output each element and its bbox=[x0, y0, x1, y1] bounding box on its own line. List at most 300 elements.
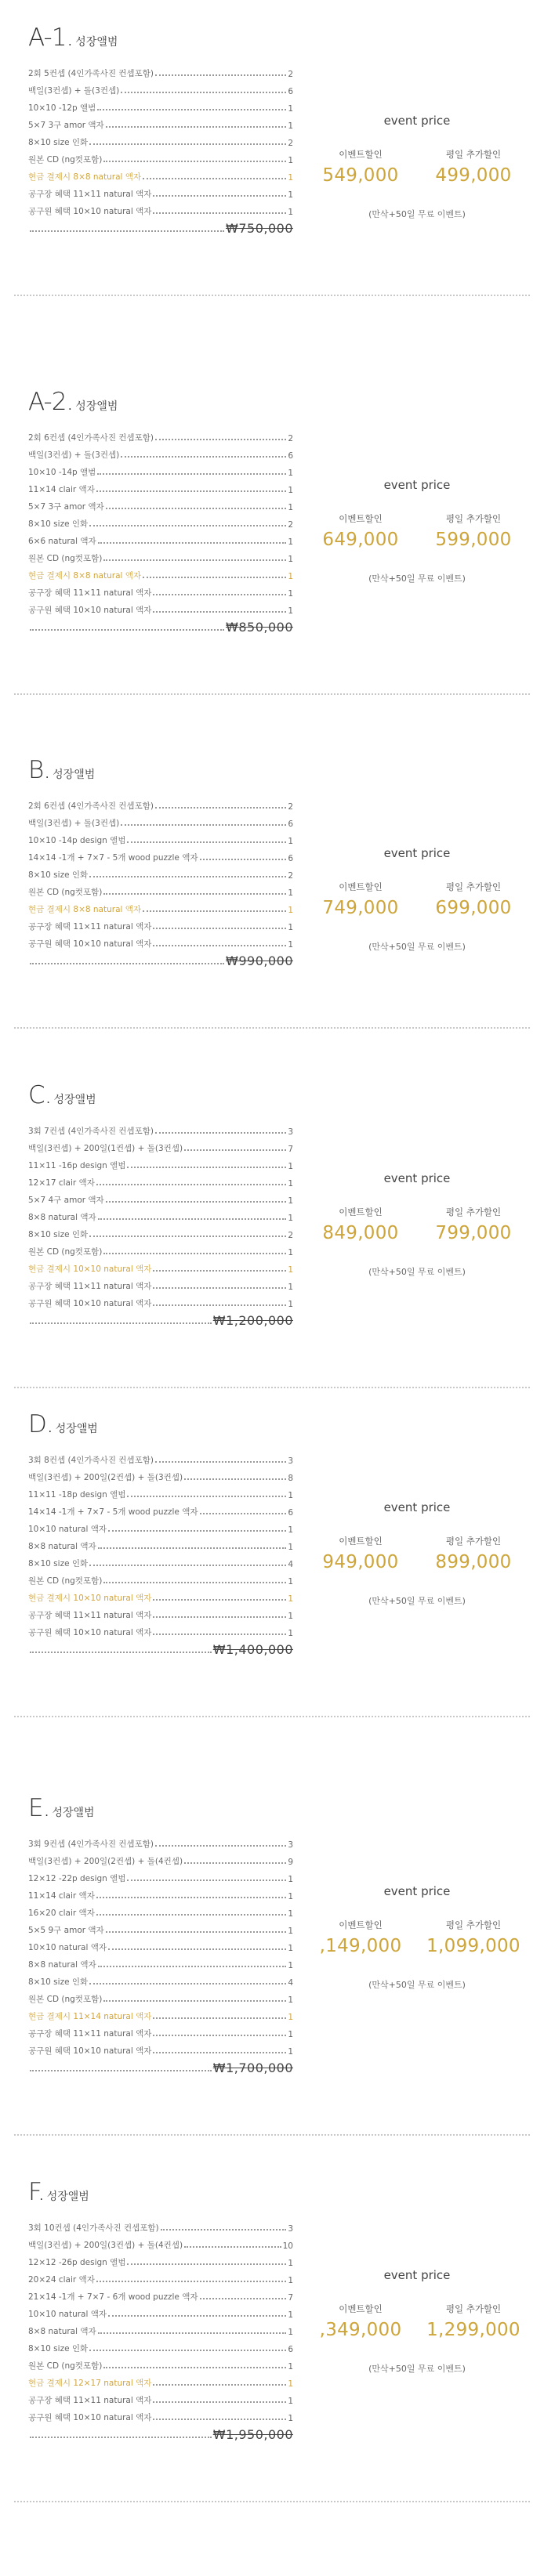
package-item bbox=[28, 1606, 293, 1623]
dotted-leader bbox=[96, 1914, 286, 1916]
package-item bbox=[28, 150, 293, 168]
discount-label: 이벤트할인 bbox=[339, 881, 383, 892]
item-label: 원본 CD (ng컷포함) bbox=[28, 1995, 103, 2004]
item-label: 12×12 -26p design 앨범 bbox=[28, 2258, 126, 2267]
item-quantity: 1 bbox=[288, 1491, 293, 1500]
item-quantity: 1 bbox=[288, 940, 293, 950]
item-quantity: 6 bbox=[288, 2345, 293, 2354]
package-item-list bbox=[28, 797, 293, 952]
item-label: 3회 7컨셉 (4인가족사진 컨셉포함) bbox=[28, 1127, 154, 1136]
dotted-leader bbox=[155, 1461, 286, 1463]
package-item bbox=[28, 2339, 293, 2357]
package-item bbox=[28, 463, 293, 480]
original-price-row bbox=[28, 219, 293, 237]
original-price: ₩1,950,000 bbox=[212, 2427, 293, 2442]
item-label: 공구장 혜택 11×11 natural 액자 bbox=[28, 190, 152, 199]
item-label: 2회 5컨셉 (4인가족사진 컨셉포함) bbox=[28, 69, 154, 78]
item-label: 5×7 4구 amor 액자 bbox=[28, 1196, 104, 1205]
item-label: 11×11 -16p design 앨범 bbox=[28, 1161, 126, 1170]
discount-price: ,149,000 bbox=[319, 1936, 402, 1956]
discount-column bbox=[314, 148, 408, 186]
package-item-list bbox=[28, 64, 293, 219]
dotted-leader bbox=[127, 1167, 286, 1168]
item-quantity: 6 bbox=[288, 451, 293, 461]
item-quantity: 1 bbox=[288, 1214, 293, 1223]
dotted-leader bbox=[30, 1652, 212, 1653]
item-label: 공구원 혜택 10×10 natural 액자 bbox=[28, 2413, 152, 2422]
package-item bbox=[28, 1503, 293, 1520]
item-quantity: 1 bbox=[288, 2259, 293, 2268]
item-label: 3회 10컨셉 (4인가족사진 컨셉포함) bbox=[28, 2223, 159, 2233]
item-quantity: 2 bbox=[288, 70, 293, 79]
item-label: 8×8 natural 액자 bbox=[28, 1213, 96, 1222]
item-quantity: 2 bbox=[288, 434, 293, 443]
item-quantity: 1 bbox=[288, 1909, 293, 1919]
dotted-leader bbox=[30, 963, 224, 964]
package-item bbox=[28, 2322, 293, 2339]
discount-column bbox=[314, 1535, 408, 1572]
dotted-leader bbox=[161, 2229, 287, 2230]
item-label: 백일(3컨셉) + 돌(3컨셉) bbox=[28, 819, 120, 828]
item-label: 11×14 clair 액자 bbox=[28, 485, 95, 494]
price-columns bbox=[314, 1535, 520, 1572]
cash-bonus-item bbox=[28, 1260, 293, 1277]
dotted-leader bbox=[155, 1845, 286, 1847]
item-quantity: 1 bbox=[288, 104, 293, 114]
item-label: 현금 결제시 11×14 natural 액자 bbox=[28, 2012, 152, 2021]
dotted-leader bbox=[96, 2281, 286, 2282]
dotted-leader bbox=[127, 841, 286, 843]
package-item bbox=[28, 81, 293, 99]
package-title bbox=[28, 1081, 96, 1113]
package-item bbox=[28, 1921, 293, 1938]
original-price-row bbox=[28, 618, 293, 635]
discount-price: 749,000 bbox=[322, 898, 399, 918]
item-quantity: 1 bbox=[288, 173, 293, 183]
package-item bbox=[28, 480, 293, 497]
dotted-leader bbox=[200, 1513, 287, 1514]
item-label: 5×5 9구 amor 액자 bbox=[28, 1926, 104, 1935]
dotted-leader bbox=[153, 195, 286, 197]
package-item-list bbox=[28, 2219, 293, 2426]
event-price-label: event price bbox=[383, 1884, 451, 1898]
package-letter: A-1. bbox=[28, 24, 74, 52]
weekday-price: 799,000 bbox=[435, 1223, 512, 1243]
dotted-leader bbox=[96, 1184, 286, 1185]
package-item-list bbox=[28, 429, 293, 618]
event-note: (만삭+50일 무료 이벤트) bbox=[368, 1980, 466, 1990]
item-quantity: 1 bbox=[288, 606, 293, 616]
package-item bbox=[28, 1485, 293, 1503]
item-quantity: 1 bbox=[288, 503, 293, 512]
package-item bbox=[28, 2288, 293, 2305]
package-item bbox=[28, 601, 293, 618]
discount-label: 이벤트할인 bbox=[339, 1207, 383, 1217]
package-item bbox=[28, 1208, 293, 1225]
original-price: ₩990,000 bbox=[226, 953, 293, 968]
package-item bbox=[28, 429, 293, 446]
package-letter: F. bbox=[28, 2178, 45, 2206]
dotted-leader bbox=[200, 859, 287, 860]
dotted-leader bbox=[127, 1496, 286, 1497]
package-letter: B. bbox=[28, 756, 51, 784]
item-quantity: 1 bbox=[288, 486, 293, 495]
package-item bbox=[28, 917, 293, 935]
dotted-leader bbox=[103, 2367, 286, 2368]
dotted-leader bbox=[30, 1322, 212, 1324]
package-item bbox=[28, 584, 293, 601]
item-label: 8×10 size 인화 bbox=[28, 519, 89, 529]
package-item bbox=[28, 2408, 293, 2426]
item-label: 공구원 혜택 10×10 natural 액자 bbox=[28, 1299, 152, 1308]
dotted-leader bbox=[155, 1132, 286, 1134]
dotted-leader bbox=[153, 2035, 286, 2036]
dotted-leader bbox=[89, 876, 286, 877]
weekday-label: 평일 추가할인 bbox=[445, 1919, 502, 1930]
item-label: 11×14 clair 액자 bbox=[28, 1891, 95, 1901]
item-quantity: 6 bbox=[288, 1508, 293, 1518]
item-label: 8×10 size 인화 bbox=[28, 1559, 89, 1568]
item-label: 14×14 -1개 + 7×7 - 5개 wood puzzle 액자 bbox=[28, 853, 198, 863]
item-label: 원본 CD (ng컷포함) bbox=[28, 2361, 103, 2371]
cash-bonus-item bbox=[28, 566, 293, 584]
item-label: 6×6 natural 액자 bbox=[28, 537, 96, 546]
item-label: 원본 CD (ng컷포함) bbox=[28, 888, 103, 897]
weekday-label: 평일 추가할인 bbox=[445, 1207, 502, 1217]
dotted-leader bbox=[103, 1253, 286, 1254]
package-item bbox=[28, 116, 293, 133]
item-quantity: 2 bbox=[288, 802, 293, 812]
dotted-leader bbox=[108, 1948, 286, 1950]
item-quantity: 8 bbox=[288, 1474, 293, 1483]
package-item bbox=[28, 64, 293, 81]
item-label: 백일(3컨셉) + 돌(3컨셉) bbox=[28, 86, 120, 96]
dotted-leader bbox=[89, 2350, 286, 2351]
item-label: 14×14 -1개 + 7×7 - 5개 wood puzzle 액자 bbox=[28, 1507, 198, 1517]
price-columns bbox=[314, 881, 520, 918]
package-item bbox=[28, 1191, 293, 1208]
package-title bbox=[28, 388, 118, 419]
dotted-leader bbox=[108, 2315, 286, 2317]
dotted-leader bbox=[121, 92, 286, 93]
discount-price: 949,000 bbox=[322, 1552, 399, 1572]
package-item bbox=[28, 848, 293, 866]
dotted-leader bbox=[98, 542, 287, 544]
original-price: ₩750,000 bbox=[226, 221, 293, 236]
cash-bonus-item bbox=[28, 1589, 293, 1606]
original-price-row bbox=[28, 1641, 293, 1658]
package-item bbox=[28, 1122, 293, 1139]
dotted-leader bbox=[89, 525, 286, 526]
item-label: 백일(3컨셉) + 돌(3컨셉) bbox=[28, 450, 120, 460]
original-price: ₩1,400,000 bbox=[212, 1642, 293, 1657]
discount-price: ,349,000 bbox=[319, 2320, 402, 2340]
item-quantity: 1 bbox=[288, 923, 293, 932]
package-item bbox=[28, 2357, 293, 2374]
package-item bbox=[28, 866, 293, 883]
item-label: 16×20 clair 액자 bbox=[28, 1908, 95, 1918]
item-quantity: 1 bbox=[288, 1594, 293, 1604]
item-quantity: 1 bbox=[288, 1612, 293, 1621]
dotted-leader bbox=[98, 1547, 287, 1549]
section-separator bbox=[14, 693, 530, 695]
event-price-label: event price bbox=[383, 1171, 451, 1185]
package-item bbox=[28, 1554, 293, 1572]
package-subtitle: 성장앨범 bbox=[55, 1423, 98, 1435]
dotted-leader bbox=[89, 1236, 286, 1237]
dotted-leader bbox=[89, 1565, 286, 1566]
package-item bbox=[28, 1451, 293, 1468]
package-item bbox=[28, 1277, 293, 1294]
package-item bbox=[28, 1904, 293, 1921]
discount-column bbox=[314, 512, 408, 550]
dotted-leader bbox=[153, 2017, 286, 2019]
item-label: 원본 CD (ng컷포함) bbox=[28, 155, 103, 165]
price-columns bbox=[314, 2303, 520, 2340]
item-label: 20×24 clair 액자 bbox=[28, 2275, 95, 2285]
dotted-leader bbox=[200, 2298, 287, 2299]
item-label: 3회 9컨셉 (4인가족사진 컨셉포함) bbox=[28, 1840, 154, 1849]
item-quantity: 1 bbox=[288, 1283, 293, 1292]
section-separator bbox=[14, 1716, 530, 1717]
item-quantity: 1 bbox=[288, 1300, 293, 1309]
item-quantity: 3 bbox=[288, 1456, 293, 1466]
package-item bbox=[28, 532, 293, 549]
item-quantity: 1 bbox=[288, 1162, 293, 1171]
weekday-label: 평일 추가할인 bbox=[445, 2303, 502, 2314]
item-quantity: 2 bbox=[288, 520, 293, 530]
item-quantity: 1 bbox=[288, 1577, 293, 1586]
discount-price: 549,000 bbox=[322, 165, 399, 186]
item-label: 원본 CD (ng컷포함) bbox=[28, 1247, 103, 1257]
item-label: 공구장 혜택 11×11 natural 액자 bbox=[28, 588, 152, 598]
dotted-leader bbox=[153, 1270, 286, 1272]
item-quantity: 1 bbox=[288, 2013, 293, 2022]
weekday-price: 1,099,000 bbox=[426, 1936, 520, 1956]
dotted-leader bbox=[97, 109, 286, 110]
package-letter: A-2. bbox=[28, 388, 74, 416]
item-label: 8×8 natural 액자 bbox=[28, 2327, 96, 2336]
item-label: 공구원 혜택 10×10 natural 액자 bbox=[28, 2046, 152, 2056]
event-price-box bbox=[314, 1500, 520, 1607]
item-quantity: 1 bbox=[288, 1892, 293, 1901]
dotted-leader bbox=[153, 1599, 286, 1601]
item-label: 원본 CD (ng컷포함) bbox=[28, 554, 103, 563]
discount-label: 이벤트할인 bbox=[339, 149, 383, 160]
item-label: 공구원 혜택 10×10 natural 액자 bbox=[28, 606, 152, 615]
item-quantity: 1 bbox=[288, 2047, 293, 2057]
package-subtitle: 성장앨범 bbox=[46, 2191, 89, 2203]
item-label: 10×10 -14p design 앨범 bbox=[28, 836, 126, 845]
package-item bbox=[28, 2024, 293, 2042]
item-quantity: 1 bbox=[288, 2379, 293, 2389]
package-letter: E. bbox=[28, 1794, 50, 1822]
item-quantity: 7 bbox=[288, 1145, 293, 1154]
item-quantity: 1 bbox=[288, 121, 293, 131]
item-label: 8×10 size 인화 bbox=[28, 870, 89, 880]
package-item bbox=[28, 202, 293, 219]
package-item bbox=[28, 1139, 293, 1156]
item-quantity: 1 bbox=[288, 469, 293, 478]
cash-bonus-item bbox=[28, 900, 293, 917]
package-item-list bbox=[28, 1122, 293, 1312]
item-label: 8×10 size 인화 bbox=[28, 1230, 89, 1239]
item-label: 8×10 size 인화 bbox=[28, 2344, 89, 2353]
item-label: 공구원 혜택 10×10 natural 액자 bbox=[28, 207, 152, 216]
item-quantity: 1 bbox=[288, 1543, 293, 1552]
item-quantity: 2 bbox=[288, 139, 293, 148]
cash-bonus-item bbox=[28, 168, 293, 185]
package-item bbox=[28, 1852, 293, 1869]
section-separator bbox=[14, 295, 530, 296]
item-quantity: 6 bbox=[288, 819, 293, 829]
item-label: 8×8 natural 액자 bbox=[28, 1960, 96, 1970]
dotted-leader bbox=[103, 559, 286, 561]
item-label: 공구장 혜택 11×11 natural 액자 bbox=[28, 1282, 152, 1291]
item-label: 5×7 3구 amor 액자 bbox=[28, 121, 104, 130]
item-quantity: 1 bbox=[288, 190, 293, 200]
event-price-box bbox=[314, 114, 520, 220]
item-label: 8×10 size 인화 bbox=[28, 1977, 89, 1987]
weekday-column bbox=[426, 1919, 520, 1956]
package-item bbox=[28, 1243, 293, 1260]
item-label: 8×8 natural 액자 bbox=[28, 1542, 96, 1551]
item-quantity: 6 bbox=[288, 854, 293, 863]
item-quantity: 1 bbox=[288, 1196, 293, 1206]
dotted-leader bbox=[153, 1304, 286, 1306]
dotted-leader bbox=[153, 1287, 286, 1289]
item-quantity: 6 bbox=[288, 87, 293, 96]
section-separator bbox=[14, 1027, 530, 1029]
discount-label: 이벤트할인 bbox=[339, 1536, 383, 1547]
discount-price: 649,000 bbox=[322, 530, 399, 550]
item-quantity: 1 bbox=[288, 572, 293, 581]
dotted-leader bbox=[153, 928, 286, 929]
package-item bbox=[28, 99, 293, 116]
item-quantity: 1 bbox=[288, 537, 293, 547]
package-item bbox=[28, 185, 293, 202]
item-label: 공구장 혜택 11×11 natural 액자 bbox=[28, 1611, 152, 1620]
dotted-leader bbox=[184, 1862, 286, 1864]
section-separator bbox=[14, 1387, 530, 1388]
item-quantity: 10 bbox=[282, 2241, 293, 2251]
package-item bbox=[28, 1294, 293, 1312]
event-price-label: event price bbox=[383, 1500, 451, 1514]
event-price-label: event price bbox=[383, 478, 451, 492]
item-quantity: 4 bbox=[288, 1978, 293, 1988]
item-label: 11×11 -18p design 앨범 bbox=[28, 1490, 126, 1500]
event-price-box bbox=[314, 1171, 520, 1278]
item-quantity: 1 bbox=[288, 555, 293, 564]
package-item bbox=[28, 1973, 293, 1990]
item-label: 백일(3컨셉) + 200일(2컨셉) + 돌(4컨셉) bbox=[28, 1857, 183, 1866]
package-subtitle: 성장앨범 bbox=[75, 36, 118, 49]
discount-column bbox=[314, 881, 408, 918]
item-label: 공구장 혜택 11×11 natural 액자 bbox=[28, 922, 152, 932]
dotted-leader bbox=[121, 824, 286, 826]
item-quantity: 2 bbox=[288, 1231, 293, 1240]
package-item bbox=[28, 1623, 293, 1641]
weekday-column bbox=[426, 2303, 520, 2340]
discount-label: 이벤트할인 bbox=[339, 513, 383, 524]
item-quantity: 1 bbox=[288, 2362, 293, 2372]
discount-column bbox=[314, 1206, 408, 1243]
item-label: 원본 CD (ng컷포함) bbox=[28, 1576, 103, 1586]
package-title bbox=[28, 24, 118, 55]
item-label: 2회 6컨셉 (4인가족사진 컨셉포함) bbox=[28, 433, 154, 443]
package-item bbox=[28, 1938, 293, 1956]
item-quantity: 1 bbox=[288, 2397, 293, 2406]
weekday-price: 499,000 bbox=[435, 165, 512, 186]
event-price-label: event price bbox=[383, 114, 451, 128]
item-label: 현금 결제시 12×17 natural 액자 bbox=[28, 2379, 152, 2388]
dotted-leader bbox=[106, 1201, 287, 1203]
dotted-leader bbox=[97, 473, 286, 475]
original-price: ₩850,000 bbox=[226, 620, 293, 635]
dotted-leader bbox=[153, 2052, 286, 2053]
dotted-leader bbox=[98, 2332, 287, 2334]
dotted-leader bbox=[153, 2384, 286, 2386]
event-price-label: event price bbox=[383, 2268, 451, 2282]
dotted-leader bbox=[153, 2419, 286, 2420]
package-subtitle: 성장앨범 bbox=[52, 1807, 95, 1819]
item-quantity: 1 bbox=[288, 1961, 293, 1970]
package-item bbox=[28, 549, 293, 566]
item-quantity: 1 bbox=[288, 1179, 293, 1189]
package-title bbox=[28, 1794, 95, 1825]
item-label: 10×10 natural 액자 bbox=[28, 2310, 107, 2319]
dotted-leader bbox=[106, 126, 287, 128]
weekday-label: 평일 추가할인 bbox=[445, 513, 502, 524]
original-price-row bbox=[28, 1312, 293, 1329]
item-label: 10×10 -12p 앨범 bbox=[28, 103, 96, 113]
dotted-leader bbox=[143, 910, 286, 912]
item-label: 12×12 -22p design 앨범 bbox=[28, 1874, 126, 1883]
package-item bbox=[28, 1537, 293, 1554]
package-item bbox=[28, 1887, 293, 1904]
cash-bonus-item bbox=[28, 2374, 293, 2391]
package-item bbox=[28, 2305, 293, 2322]
dotted-leader bbox=[143, 178, 286, 179]
item-quantity: 1 bbox=[288, 2310, 293, 2320]
item-quantity: 1 bbox=[288, 1995, 293, 2005]
package-item bbox=[28, 1156, 293, 1174]
dotted-leader bbox=[155, 74, 286, 76]
item-label: 12×17 clair 액자 bbox=[28, 1178, 95, 1188]
item-quantity: 3 bbox=[288, 1127, 293, 1137]
package-letter: D. bbox=[28, 1410, 53, 1438]
price-columns bbox=[314, 148, 520, 186]
original-price-row bbox=[28, 952, 293, 969]
item-label: 21×14 -1개 + 7×7 - 6개 wood puzzle 액자 bbox=[28, 2292, 198, 2302]
item-label: 5×7 3구 amor 액자 bbox=[28, 502, 104, 512]
event-note: (만삭+50일 무료 이벤트) bbox=[368, 942, 466, 952]
dotted-leader bbox=[108, 1530, 286, 1532]
dotted-leader bbox=[103, 161, 286, 162]
package-item bbox=[28, 1520, 293, 1537]
item-quantity: 1 bbox=[288, 1927, 293, 1936]
item-label: 3회 8컨셉 (4인가족사진 컨셉포함) bbox=[28, 1456, 154, 1465]
dotted-leader bbox=[30, 2437, 212, 2438]
dotted-leader bbox=[184, 2246, 281, 2248]
dotted-leader bbox=[153, 1616, 286, 1618]
dotted-leader bbox=[98, 1966, 287, 1967]
item-label: 현금 결제시 8×8 natural 액자 bbox=[28, 172, 142, 182]
discount-column bbox=[314, 1919, 408, 1956]
dotted-leader bbox=[121, 456, 286, 458]
dotted-leader bbox=[30, 2070, 212, 2071]
item-label: 10×10 natural 액자 bbox=[28, 1943, 107, 1952]
